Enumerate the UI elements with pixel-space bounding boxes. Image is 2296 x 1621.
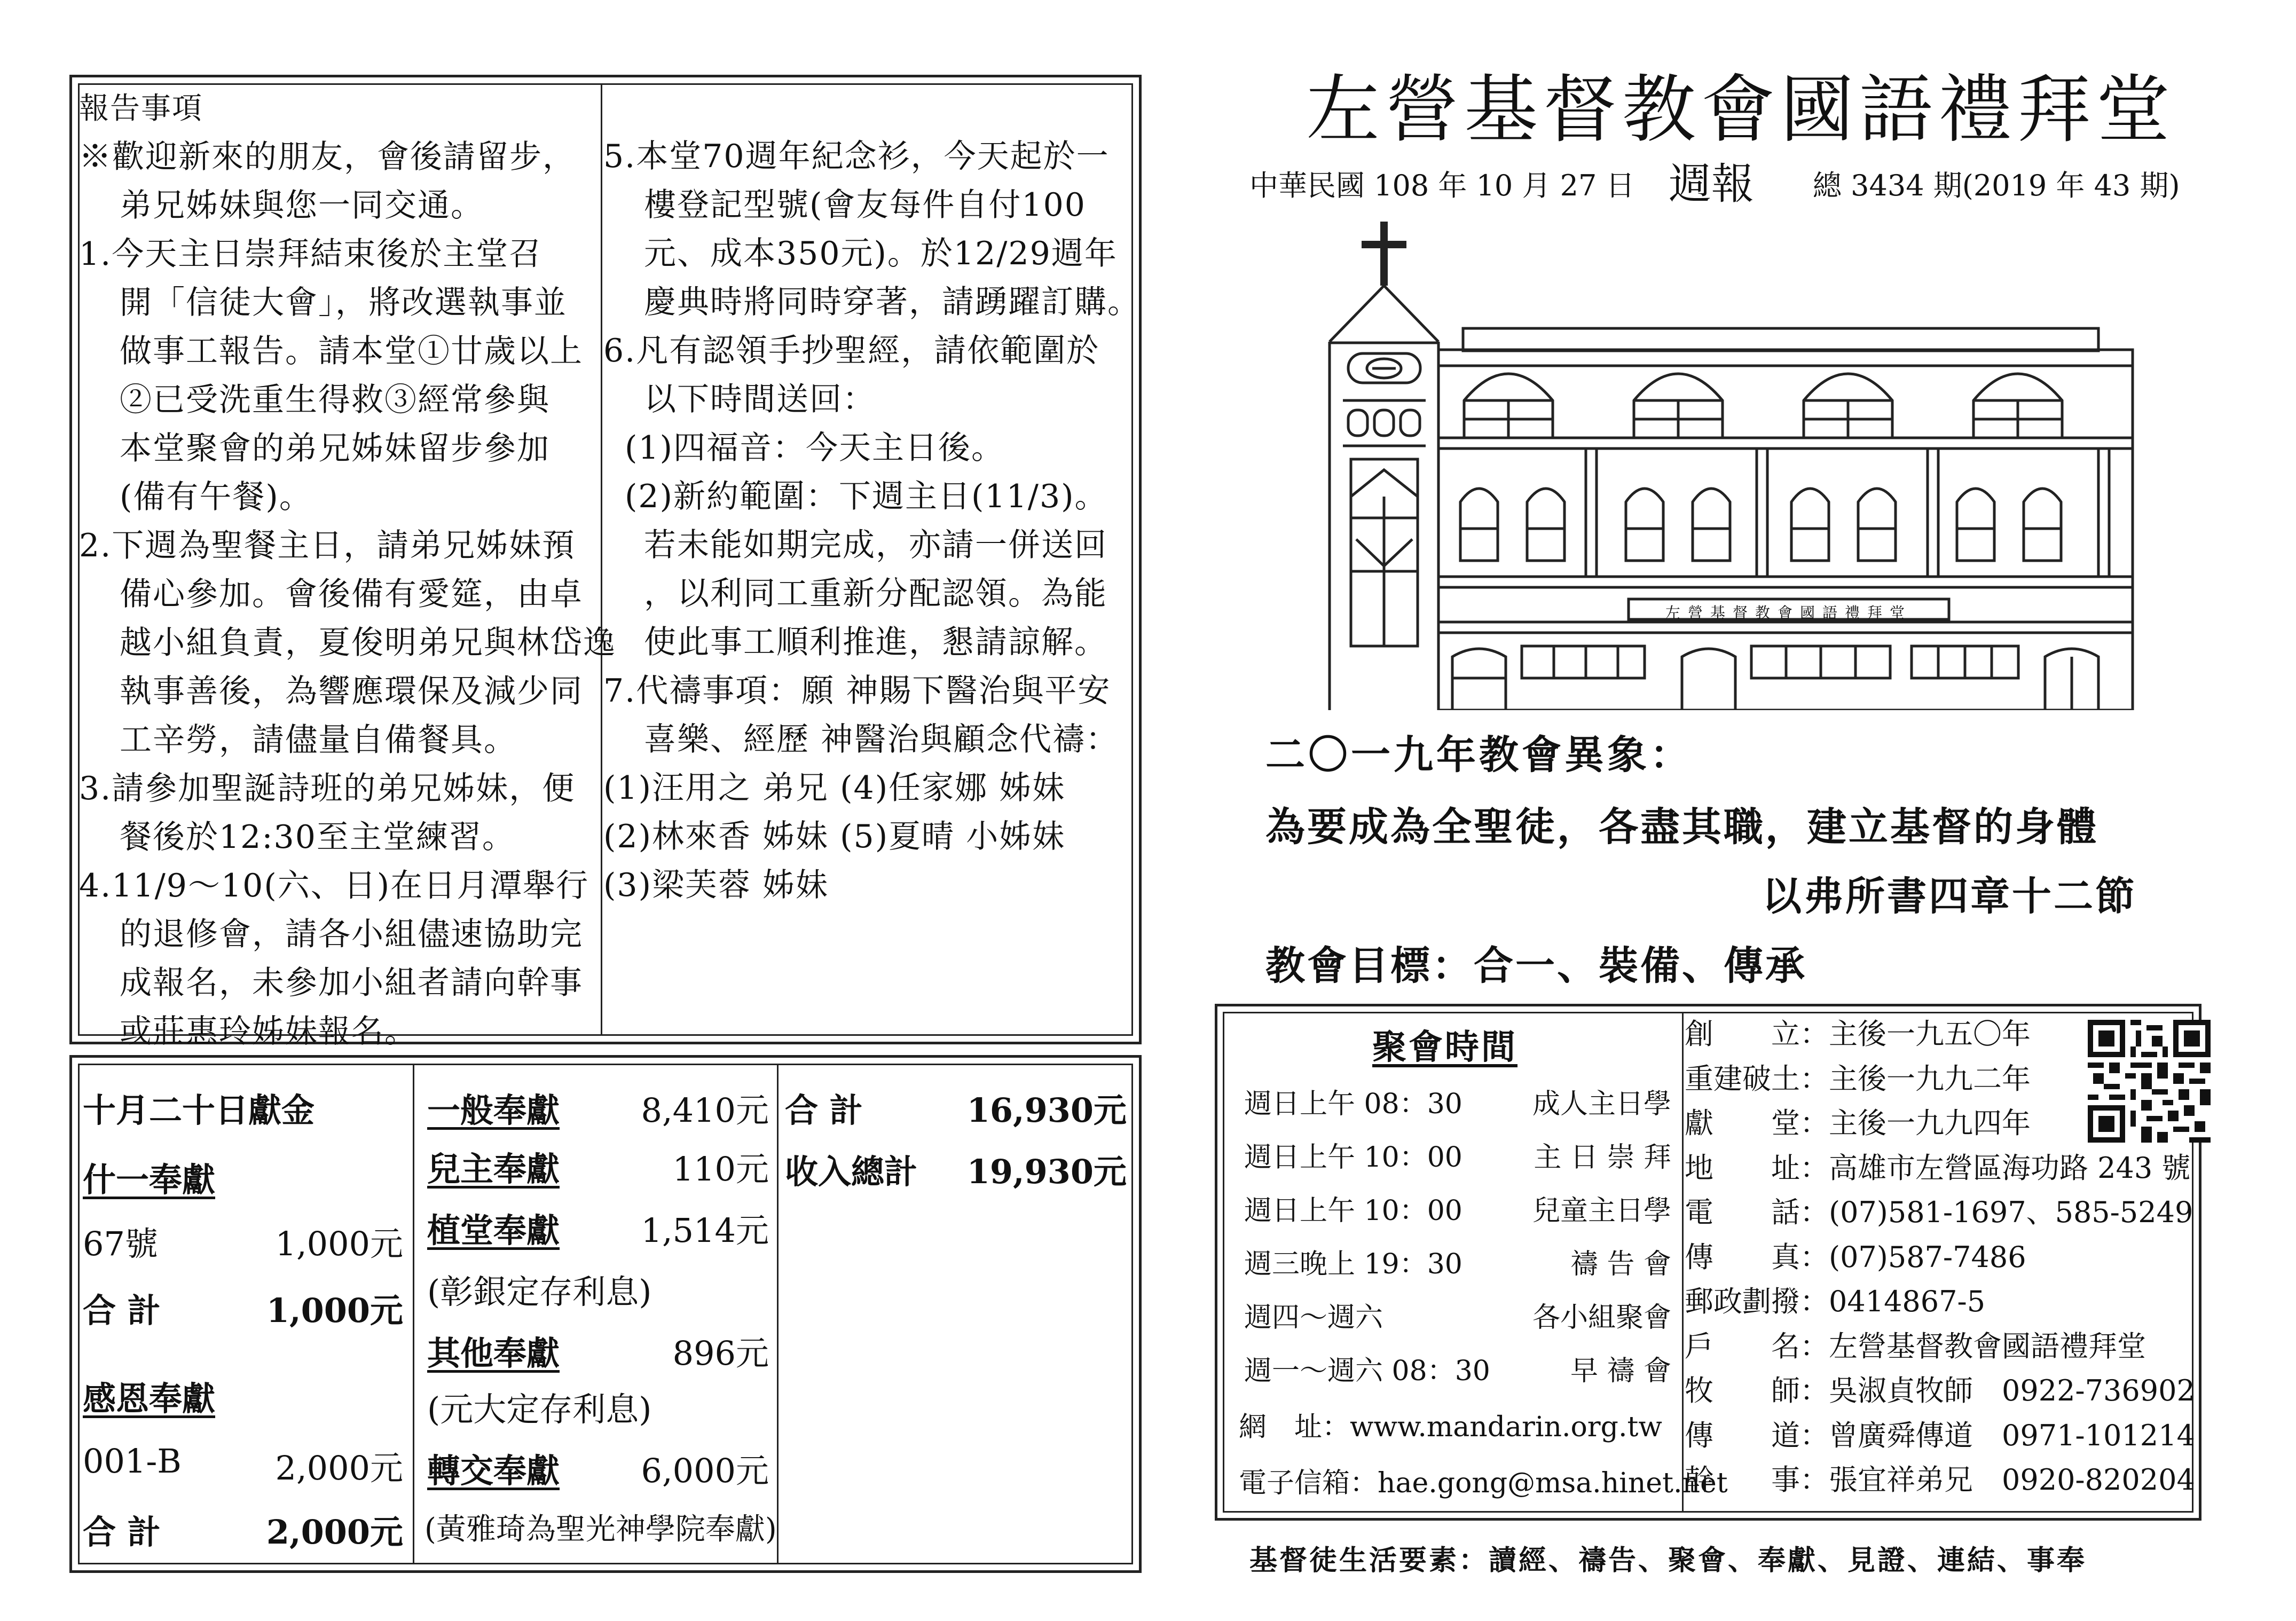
meeting-time: 週一～週六 08：30 [1244,1355,1490,1387]
meeting-time: 週日上午 10：00 [1244,1195,1462,1227]
notices-right-line: ，以利同工重新分配認領。為能 [644,575,1107,612]
other-note: (元大定存利息) [427,1390,652,1429]
notices-right-line: (1)四福音：今天主日後。 [625,429,1004,467]
church-info-line: 創 立：主後一九五〇年 [1685,1017,2031,1051]
meeting-name: 早 禱 會 [1570,1355,1671,1387]
meetings-title: 聚會時間 [1372,1027,1517,1067]
notices-right-line: 以下時間送回： [644,381,876,418]
notices-left-line: ※歡迎新來的朋友，會後請留步， [79,138,576,176]
notices-right-line: (3)梁芙蓉 姊妹 [603,867,829,904]
meeting-name: 兒童主日學 [1532,1195,1671,1227]
church-info-line: 重建破土：主後一九九二年 [1685,1061,2031,1096]
page-title: 左營基督教會國語禮拜堂 [1306,67,2175,153]
church-info-line: 電 話：(07)581-1697、585-5249 [1685,1195,2193,1229]
notices-right-line: 元、成本350元)。於12/29週年 [644,235,1118,272]
tithe-total: 1,000元 [266,1291,403,1330]
notices-right-line: 慶典時將同時穿著，請踴躍訂購。 [644,284,1141,321]
other-label: 其他奉獻 [427,1334,560,1373]
offering-title: 十月二十日獻金 [83,1091,315,1130]
notices-right-line: 使此事工順利推進，懇請諒解。 [644,624,1107,661]
planting-note: (彰銀定存利息) [427,1272,652,1311]
notices-left-line: ②已受洗重生得救③經常參與 [120,381,550,419]
notices-left-line: 執事善後，為響應環保及減少同 [120,673,583,710]
church-info-line: 傳 道：曾廣舜傳道 0971-101214 [1685,1418,2195,1452]
notices-left-column [79,84,616,1056]
notices-left-line: 4.11/9～10(六、日)在日月潭舉行 [79,867,589,904]
notices-left-line: 本堂聚會的弟兄姊妹留步參加 [120,430,550,467]
notices-left-line: 餐後於12:30至主堂練習。 [120,819,515,856]
notices-left-line: 成報名，未參加小組者請向幹事 [120,964,583,1002]
tithe-total-label: 合 計 [83,1291,161,1330]
notices-right-list [603,132,1141,910]
notices-right-line: 喜樂、經歷 神醫治與顧念代禱： [644,721,1119,758]
meeting-name: 各小組聚會 [1532,1302,1671,1334]
meeting-name: 禱 告 會 [1570,1248,1671,1280]
notices-right-line: 若未能如期完成，亦請一併送回 [644,526,1107,564]
general-amount: 8,410元 [641,1091,769,1130]
children-label: 兒主奉獻 [427,1150,560,1189]
issue-date: 中華民國 108 年 10 月 27 日 [1249,169,1635,202]
website: 網 址：www.mandarin.org.tw [1239,1411,1662,1443]
thanks-id: 001-B [83,1442,182,1481]
notices-left-line: 2.下週為聖餐主日，請弟兄姊妹預 [79,527,576,564]
notices-right-line: (1)汪用之 弟兄 (4)任家娜 姊妹 [603,769,1066,807]
vision-text: 為要成為全聖徒，各盡其職，建立基督的身體 [1265,804,2098,850]
notices-left-line: 或莊惠玲姊妹報名。 [120,1013,418,1050]
notices-left-line: 3.請參加聖誕詩班的弟兄姊妹，便 [79,770,576,807]
thanks-amount: 2,000元 [275,1449,403,1488]
qr-code[interactable] [2088,1020,2211,1143]
notices-right-line: 6.凡有認領手抄聖經，請依範圍於 [603,332,1100,369]
info-divider [1682,1012,1684,1513]
email: 電子信箱：hae.gong@msa.hinet.net [1239,1467,1728,1499]
transfer-note: (黃雅琦為聖光神學院奉獻) [424,1512,777,1547]
notices-left-line: 做事工報告。請本堂①廿歲以上 [120,333,583,370]
meeting-name: 成人主日學 [1532,1088,1671,1120]
notices-left-list [79,133,616,1056]
meeting-time: 週日上午 10：00 [1244,1142,1462,1174]
transfer-amount: 6,000元 [641,1451,769,1490]
notices-heading: 報告事項 [79,91,203,126]
offering-divider-2 [777,1064,779,1564]
church-info-line: 地 址：高雄市左營區海功路 243 號 [1685,1151,2191,1185]
church-info-line: 牧 師：吳淑貞牧師 0922-736902 [1685,1374,2195,1407]
transfer-label: 轉交奉獻 [427,1451,560,1490]
meeting-time: 週四～週六 [1244,1302,1383,1334]
notices-divider [601,83,602,1036]
notices-right-line: 樓登記型號(會友每件自付100 [644,186,1086,224]
notices-left-line: 1.今天主日崇拜結束後於主堂召 [79,235,542,273]
vision-heading: 二〇一九年教會異象： [1265,732,1693,778]
bulletin-label: 週報 [1669,159,1754,209]
sum-amount: 16,930元 [966,1091,1127,1130]
general-label: 一般奉獻 [427,1091,560,1130]
thanks-label: 感恩奉獻 [83,1379,216,1418]
meeting-time: 週日上午 08：30 [1244,1088,1462,1120]
church-info-line: 郵政劃撥：0414867-5 [1685,1285,1986,1318]
meeting-name: 主 日 崇 拜 [1534,1142,1671,1174]
notices-right-line: (2)新約範圍：下週主日(11/3)。 [625,478,1108,515]
notices-right-line: 7.代禱事項：願 神賜下醫治與平安 [603,672,1111,710]
planting-label: 植堂奉獻 [427,1211,560,1250]
notices-left-line: 工辛勞，請儘量自備餐具。 [120,721,517,759]
offering-divider-1 [413,1064,414,1564]
sum-label: 合 計 [785,1091,863,1130]
notices-left-line: 開「信徒大會」，將改選執事並 [120,284,567,321]
building-sign-text: 左營基督教會國語禮拜堂 [1665,604,1912,621]
thanks-total-label: 合 計 [83,1513,161,1552]
planting-amount: 1,514元 [641,1211,769,1250]
footer-motto: 基督徒生活要素：讀經、禱告、聚會、奉獻、見證、連結、事奉 [1249,1544,2087,1577]
other-amount: 896元 [672,1334,769,1373]
vision-reference: 以弗所書四章十二節 [1762,874,2137,919]
church-info-line: 幹 事：張宜祥弟兄 0920-820204 [1685,1463,2195,1497]
church-building-drawing [1308,219,2141,710]
notices-right-line: 5.本堂70週年紀念衫，今天起於一 [603,138,1110,175]
notices-left-line: (備有午餐)。 [120,478,312,516]
notices-left-line: 弟兄姊妹與您一同交通。 [120,187,484,224]
tithe-amount: 1,000元 [275,1224,403,1263]
notices-left-line: 的退修會，請各小組儘速協助完 [120,916,583,953]
church-goal: 教會目標：合一、裝備、傳承 [1265,943,1807,989]
notices-right-line: (2)林來香 姊妹 (5)夏晴 小姊妹 [603,818,1066,855]
church-info-line: 傳 真：(07)587-7486 [1685,1240,2026,1274]
thanks-total: 2,000元 [266,1513,403,1552]
tithe-label: 什一奉獻 [83,1160,216,1199]
notices-left-line: 備心參加。會後備有愛筵，由卓 [120,576,583,613]
meeting-time: 週三晚上 19：30 [1244,1248,1462,1280]
issue-number: 總 3434 期(2019 年 43 期) [1813,169,2180,202]
children-amount: 110元 [672,1150,769,1189]
notices-right-column [603,132,1141,910]
tithe-id: 67號 [83,1224,158,1263]
notices-left-line: 越小組負責，夏俊明弟兄與林岱逸 [120,624,616,662]
church-info-line: 獻 堂：主後一九九四年 [1685,1106,2031,1140]
income-amount: 19,930元 [966,1152,1127,1191]
church-info-line: 戶 名：左營基督教會國語禮拜堂 [1685,1329,2146,1363]
income-label: 收入總計 [785,1152,918,1191]
